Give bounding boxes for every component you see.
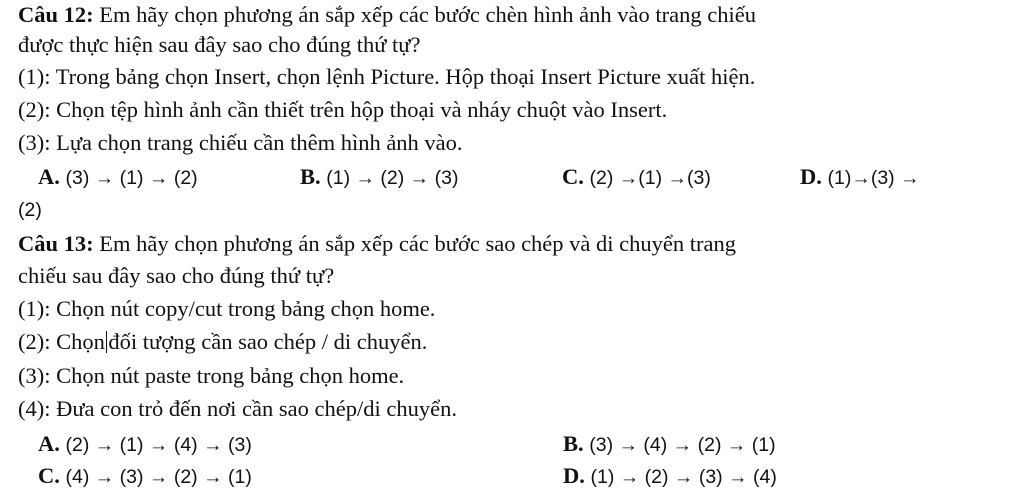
q12-stem-text: Em hãy chọn phương án sắp xếp các bước chèn hình ảnh vào trang chiếu xyxy=(93,2,756,27)
q13-option-c-text: (4) → (3) → (2) → (1) xyxy=(65,466,252,488)
q13-option-b-letter: B. xyxy=(563,431,584,456)
q12-option-d-continuation-text: (2) xyxy=(18,199,42,221)
q13-stem-line1 xyxy=(18,229,736,259)
q12-option-d-text: (1)→(3) → xyxy=(827,167,920,189)
q13-step-3: (3): Chọn nút paste trong bảng chọn home. xyxy=(18,363,405,388)
q12-option-b xyxy=(300,162,458,193)
q12-option-c-letter: C. xyxy=(562,164,584,189)
q13-step-2-before-cursor: (2): Chọn xyxy=(18,329,105,354)
q13-label: Câu 13: xyxy=(18,231,94,256)
q12-option-a-letter: A. xyxy=(38,164,60,189)
q12-stem-line1 xyxy=(18,0,756,30)
q12-step-1: (1): Trong bảng chọn Insert, chọn lệnh Picture. Hộp thoại Insert Picture xuất hiện. xyxy=(18,64,756,89)
q13-stem-text: Em hãy chọn phương án sắp xếp các bước sao chép và di chuyển trang xyxy=(93,231,736,256)
q12-option-b-letter: B. xyxy=(300,164,321,189)
q12-option-c xyxy=(562,162,711,193)
q12-option-d-continuation xyxy=(18,194,42,225)
q13-option-a-text: (2) → (1) → (4) → (3) xyxy=(65,434,252,456)
q13-option-c-letter: C. xyxy=(38,463,60,488)
q13-option-d-text: (1) → (2) → (3) → (4) xyxy=(590,466,777,488)
q13-option-b xyxy=(563,429,776,460)
q13-stem-line2: chiếu sau đây sao cho đúng thứ tự? xyxy=(18,263,335,288)
q13-option-b-text: (3) → (4) → (2) → (1) xyxy=(589,434,776,456)
q12-option-b-text: (1) → (2) → (3) xyxy=(326,167,459,189)
q12-option-a xyxy=(38,162,198,193)
q12-step-3: (3): Lựa chọn trang chiếu cần thêm hình ảnh vào. xyxy=(18,130,463,155)
q12-option-c-text: (2) →(1) →(3) xyxy=(589,167,711,189)
q13-step-2 xyxy=(18,327,427,357)
q12-option-a-text: (3) → (1) → (2) xyxy=(65,167,198,189)
q13-option-a-letter: A. xyxy=(38,431,60,456)
q13-step-4: (4): Đưa con trỏ đến nơi cần sao chép/di chuyển. xyxy=(18,396,457,421)
q13-option-a xyxy=(38,429,252,460)
q12-option-d xyxy=(800,162,920,193)
q12-label: Câu 12: xyxy=(18,2,94,27)
q13-option-d-letter: D. xyxy=(563,463,585,488)
q13-step-1: (1): Chọn nút copy/cut trong bảng chọn home. xyxy=(18,296,436,321)
q13-option-d xyxy=(563,461,777,492)
q13-option-c xyxy=(38,461,252,492)
q12-option-d-letter: D. xyxy=(800,164,822,189)
q12-stem-line2: được thực hiện sau đây sao cho đúng thứ tự? xyxy=(18,32,421,57)
q12-step-2: (2): Chọn tệp hình ảnh cần thiết trên hộp thoại và nháy chuột vào Insert. xyxy=(18,97,668,122)
q13-step-2-after-cursor: đối tượng cần sao chép / di chuyển. xyxy=(108,329,428,354)
